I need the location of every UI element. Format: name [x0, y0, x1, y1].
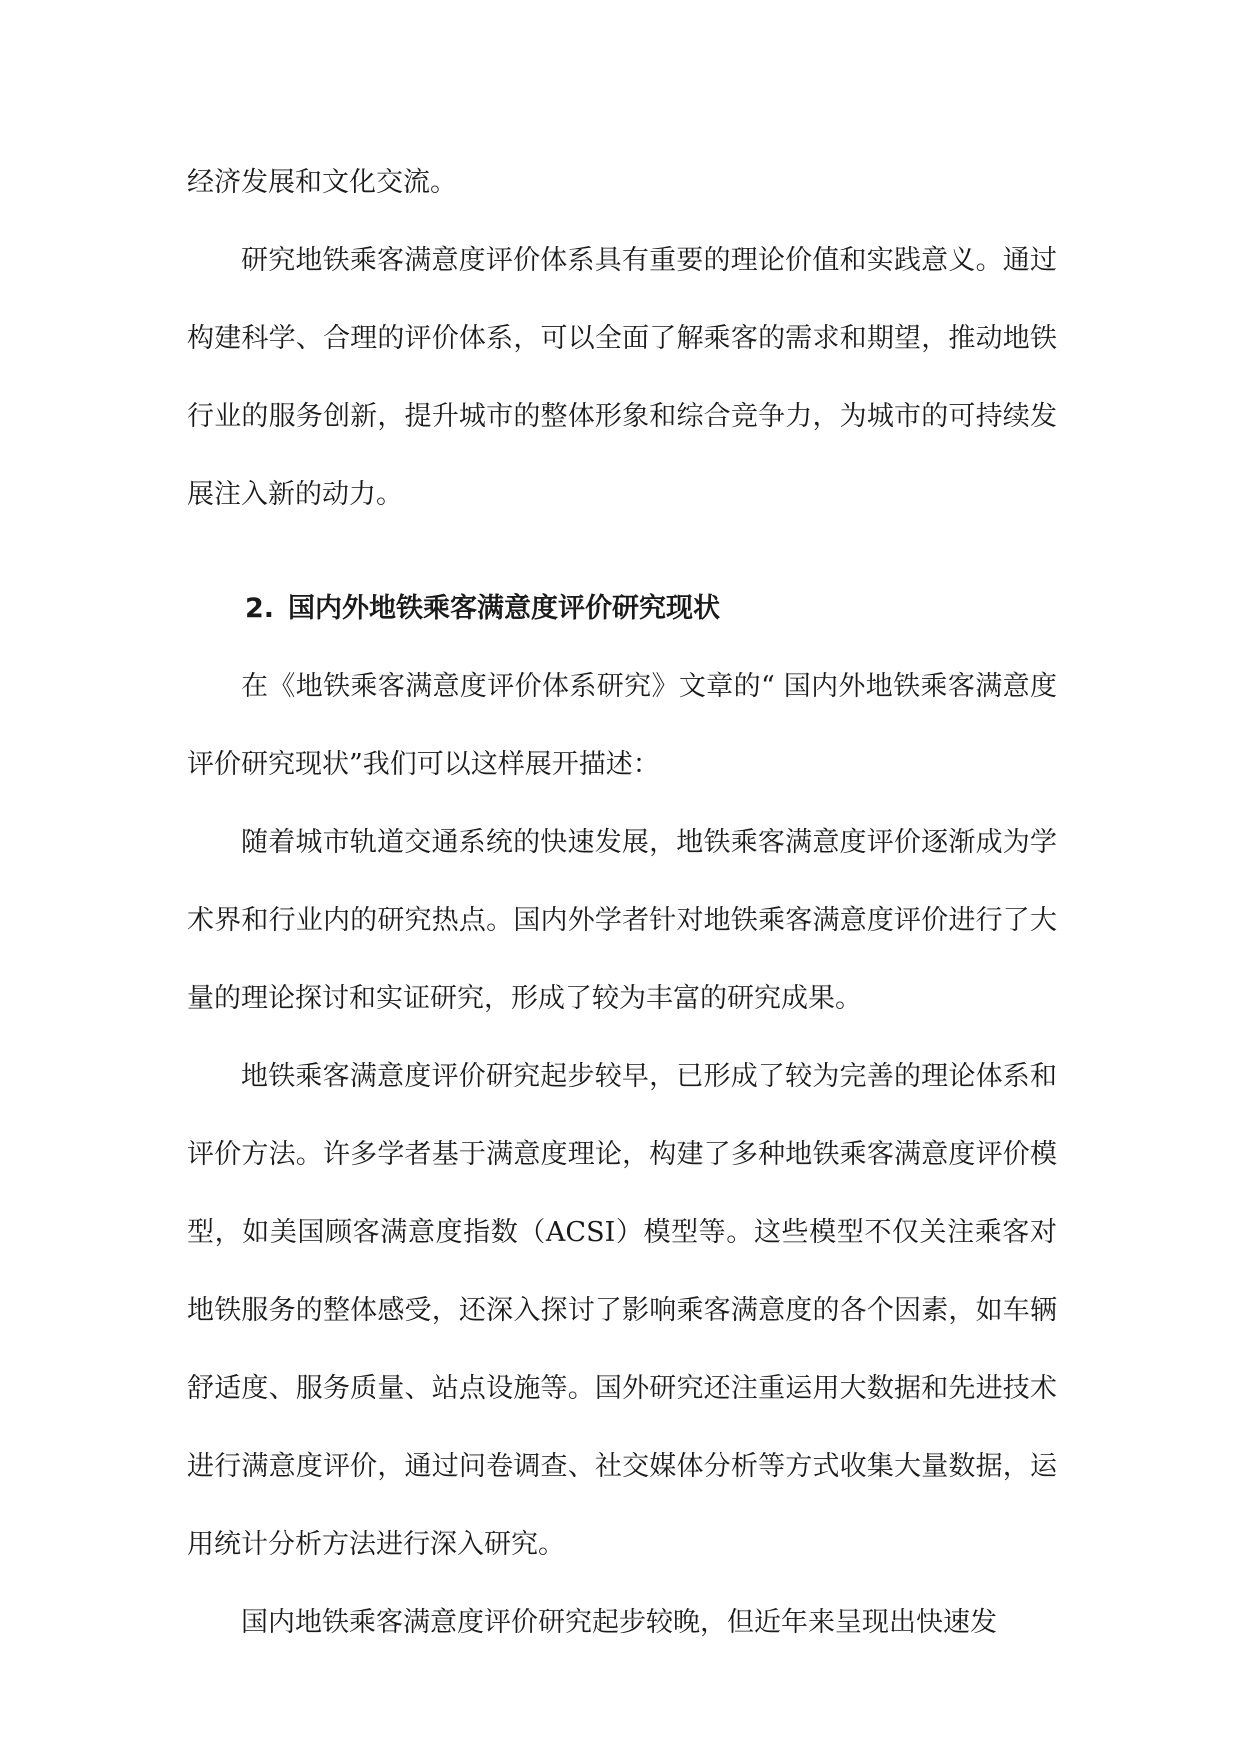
paragraph-intro: 在《地铁乘客满意度评价体系研究》文章的“ 国内外地铁乘客满意度评价研究现状”我们可以这样展开描述：	[187, 671, 1057, 780]
paragraph-background: 随着城市轨道交通系统的快速发展，地铁乘客满意度评价逐渐成为学术界和行业内的研究热点。国内外学者针对地铁乘客满意度评价进行了大量的理论探讨和实证研究，形成了较为丰富的研究成果。	[187, 827, 1057, 1014]
section-number: 2.	[245, 593, 275, 624]
paragraph-research-significance: 研究地铁乘客满意度评价体系具有重要的理论价值和实践意义。通过构建科学、合理的评价体系，可以全面了解乘客的需求和期望，推动地铁行业的服务创新，提升城市的整体形象和综合竞争力，为城市的可持续发展注入新的动力。	[187, 245, 1057, 510]
section-heading	[187, 570, 1057, 648]
paragraph-continuation: 经济发展和文化交流。	[187, 167, 457, 198]
paragraph-foreign-research: 地铁乘客满意度评价研究起步较早，已形成了较为完善的理论体系和评价方法。许多学者基于满意度理论，构建了多种地铁乘客满意度评价模型，如美国顾客满意度指数（ACSI）模型等。这些模型不仅关注乘客对地铁服务的整体感受，还深入探讨了影响乘客满意度的各个因素，如车辆舒适度、服务质量、站点设施等。国外研究还注重运用大数据和先进技术进行满意度评价，通过问卷调查、社交媒体分析等方式收集大量数据，运用统计分析方法进行深入研究。	[187, 1061, 1057, 1560]
document-body	[187, 144, 1057, 1662]
paragraph-domestic-research: 国内地铁乘客满意度评价研究起步较晚，但近年来呈现出快速发	[241, 1607, 997, 1638]
section-title: 国内外地铁乘客满意度评价研究现状	[288, 593, 721, 624]
